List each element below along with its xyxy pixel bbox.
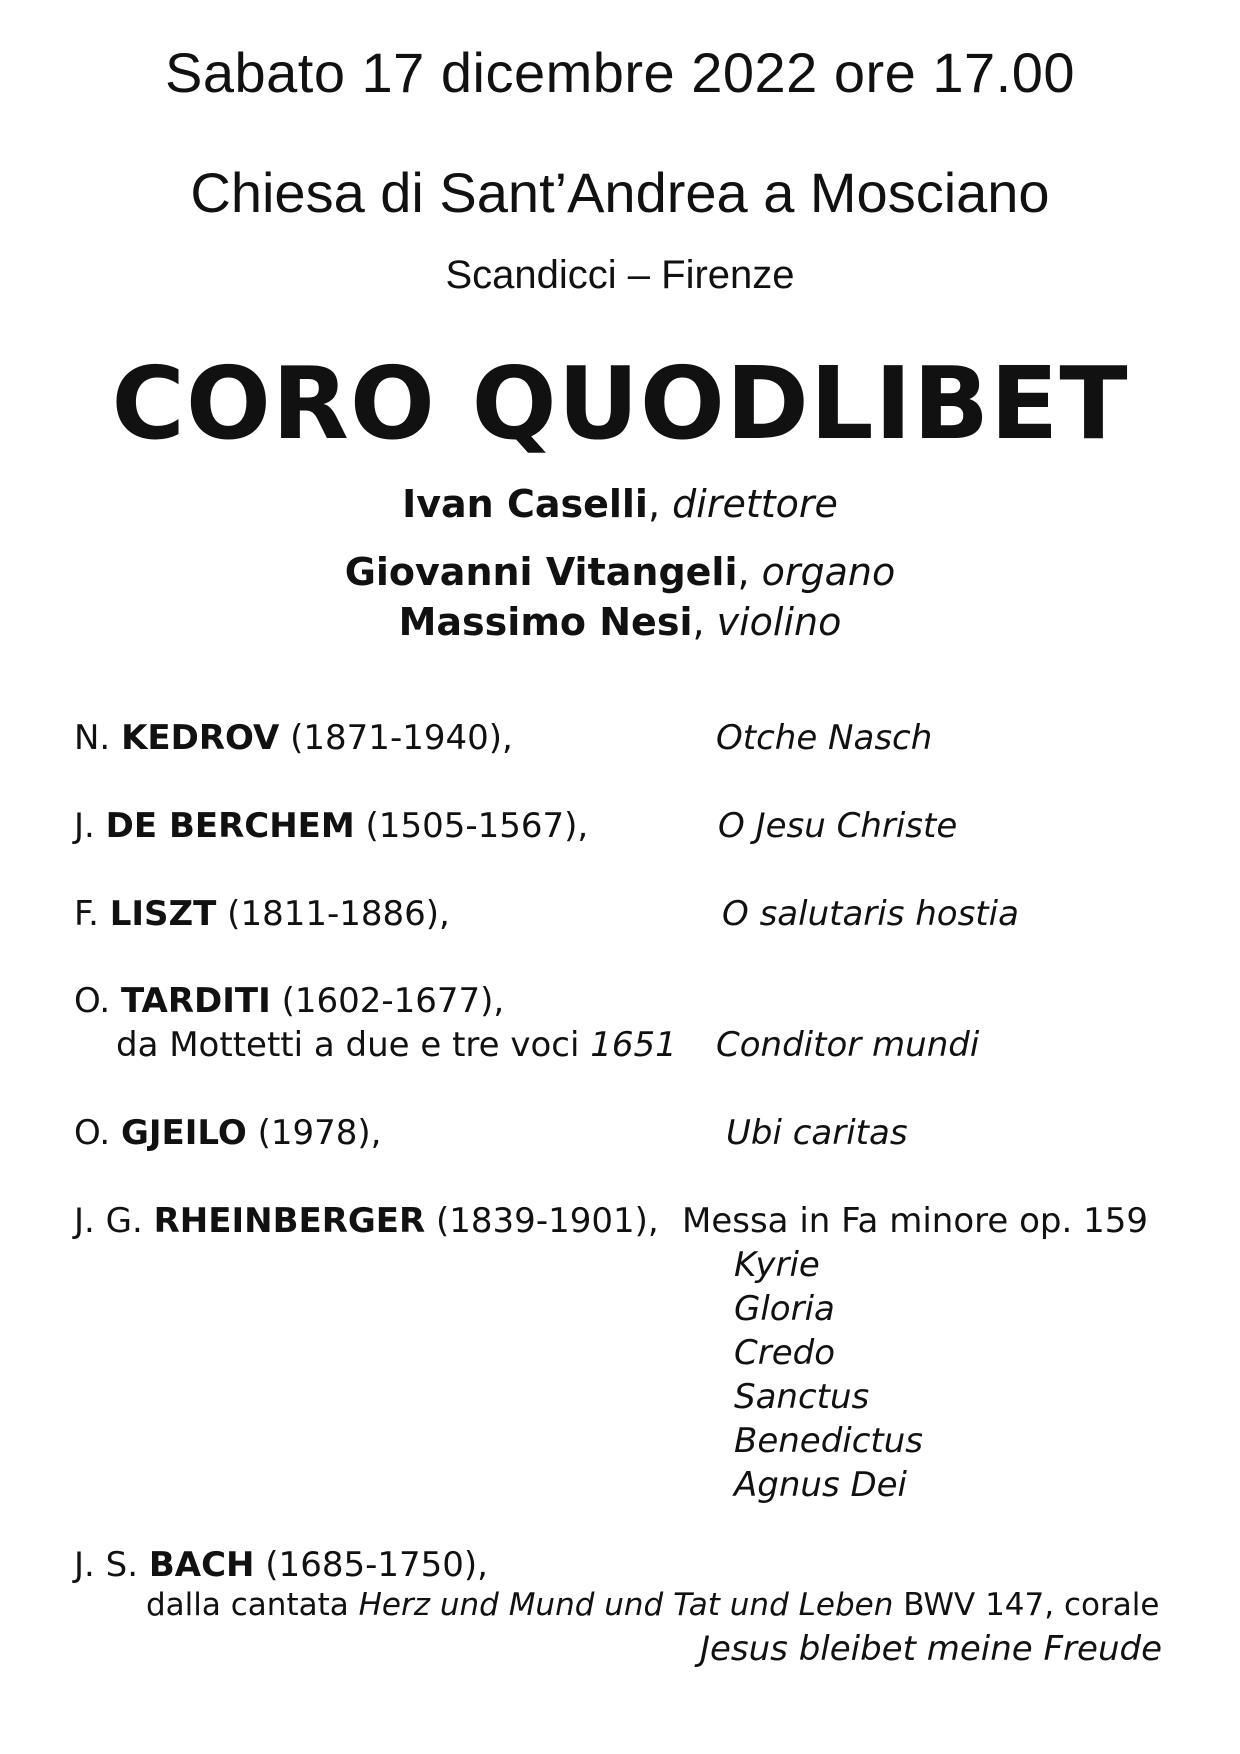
composer-dates: (1505-1567), — [354, 806, 589, 846]
program-item-composer — [74, 1545, 488, 1585]
composer-surname: DE BERCHEM — [105, 806, 355, 846]
venue-location: Scandicci – Firenze — [445, 253, 795, 297]
program-item-work: O Jesu Christe — [718, 806, 958, 846]
performer-name: Massimo Nesi — [398, 600, 693, 644]
cantata-suffix: BWV 147, corale — [893, 1587, 1160, 1623]
event-date-time: Sabato 17 dicembre 2022 ore 17.00 — [164, 41, 1076, 104]
composer-surname: RHEINBERGER — [153, 1201, 426, 1241]
cantata-title: Herz und Mund und Tat und Leben — [358, 1587, 894, 1623]
composer-initials: F. — [74, 894, 110, 934]
performer-conductor — [0, 482, 1240, 526]
performer-separator: , — [737, 550, 762, 594]
composer-initials: J. G. — [74, 1201, 154, 1241]
composer-dates: (1602-1677), — [270, 981, 505, 1021]
program-item-work: Messa in Fa minore op. 159 — [682, 1201, 1148, 1241]
mass-movement: Credo — [734, 1333, 836, 1373]
program-item-composer — [74, 1113, 381, 1153]
program-item-source — [116, 1025, 677, 1065]
program-item-composer — [74, 718, 513, 758]
performer-separator: , — [647, 482, 673, 526]
composer-surname: TARDITI — [121, 981, 271, 1021]
composer-dates: (1811-1886), — [216, 894, 450, 934]
composer-surname: LISZT — [109, 894, 217, 934]
composer-initials: O. — [74, 981, 121, 1021]
composer-initials: J. — [74, 806, 106, 846]
ensemble-name: CORO QUODLIBET — [111, 345, 1129, 462]
performer-role: violino — [716, 600, 842, 644]
performer-separator: , — [692, 600, 717, 644]
composer-dates: (1839-1901), — [425, 1201, 659, 1241]
composer-surname: KEDROV — [121, 718, 280, 758]
program-item-work: O salutaris hostia — [722, 894, 1019, 934]
composer-surname: BACH — [148, 1545, 255, 1585]
mass-movement: Benedictus — [734, 1421, 924, 1461]
performer-violinist — [0, 600, 1240, 644]
program-item-work: Conditor mundi — [716, 1025, 980, 1065]
program-item-work: Jesus bleibet meine Freude — [699, 1629, 1162, 1669]
program-item-source — [146, 1587, 1159, 1623]
program-item-work: Otche Nasch — [716, 718, 933, 758]
mass-movement: Sanctus — [734, 1377, 870, 1417]
performer-role: direttore — [672, 482, 838, 526]
mass-movement: Agnus Dei — [734, 1465, 908, 1505]
composer-dates: (1871-1940), — [279, 718, 513, 758]
mass-movement: Gloria — [734, 1289, 835, 1329]
composer-initials: O. — [74, 1113, 121, 1153]
source-prefix: da Mottetti a due e tre voci — [116, 1025, 591, 1065]
program-item-work: Ubi caritas — [726, 1113, 908, 1153]
source-year: 1651 — [590, 1025, 677, 1065]
composer-initials: J. S. — [74, 1545, 149, 1585]
composer-surname: GJEILO — [121, 1113, 247, 1153]
performer-role: organo — [761, 550, 896, 594]
source-prefix: dalla cantata — [146, 1587, 359, 1623]
composer-dates: (1685-1750), — [254, 1545, 488, 1585]
program-item-composer — [74, 806, 588, 846]
performer-name: Ivan Caselli — [402, 482, 648, 526]
program-item-composer — [74, 894, 450, 934]
composer-initials: N. — [74, 718, 122, 758]
program-item-composer — [74, 981, 504, 1021]
performer-name: Giovanni Vitangeli — [344, 550, 738, 594]
venue-name: Chiesa di Sant’Andrea a Mosciano — [190, 161, 1050, 224]
composer-dates: (1978), — [246, 1113, 382, 1153]
performer-organist — [0, 550, 1240, 594]
program-item-composer — [74, 1201, 659, 1241]
mass-movement: Kyrie — [734, 1245, 820, 1285]
